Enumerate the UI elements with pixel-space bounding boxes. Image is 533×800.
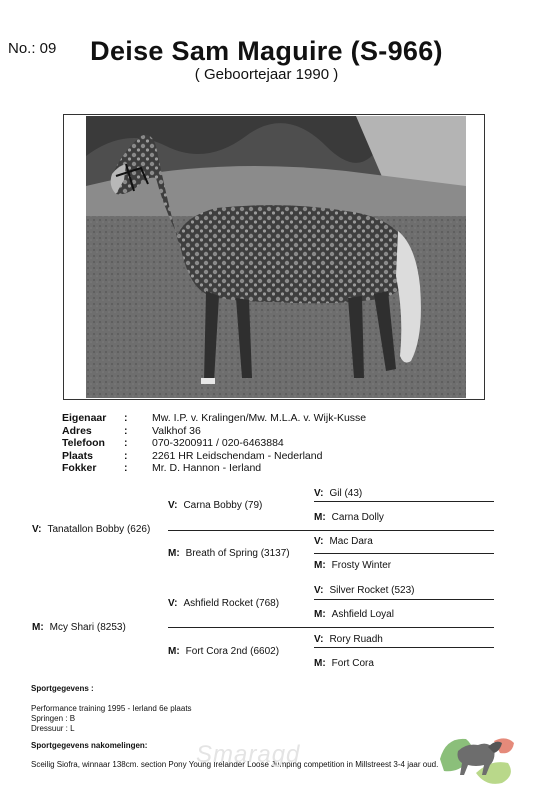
pedigree-dds bbox=[314, 634, 383, 645]
pedigree-prefix: M: bbox=[168, 646, 180, 657]
pedigree-divider bbox=[314, 647, 494, 648]
pedigree-sire bbox=[32, 524, 150, 535]
pedigree-sdd bbox=[314, 560, 391, 571]
pedigree-dsd bbox=[314, 609, 394, 620]
pedigree-name: Silver Rocket (523) bbox=[329, 585, 415, 596]
pedigree-sire-dam bbox=[168, 548, 290, 559]
breeder-label: Fokker bbox=[62, 462, 97, 474]
offspring-heading: Sportgegevens nakomelingen: bbox=[31, 741, 148, 750]
pedigree-name: Ashfield Rocket (768) bbox=[183, 598, 280, 609]
pedigree-divider bbox=[314, 501, 494, 502]
pedigree-name: Carna Dolly bbox=[331, 512, 384, 523]
pedigree-prefix: V: bbox=[314, 536, 324, 547]
sport-line: Dressuur : L bbox=[31, 724, 75, 733]
sport-section bbox=[31, 684, 192, 734]
pedigree-prefix: V: bbox=[168, 500, 178, 511]
pedigree-prefix: V: bbox=[314, 634, 324, 645]
pedigree-name: Ashfield Loyal bbox=[331, 609, 394, 620]
pedigree-dam-dam bbox=[168, 646, 279, 657]
pedigree-name: Rory Ruadh bbox=[329, 634, 383, 645]
pedigree-prefix: M: bbox=[314, 609, 326, 620]
catalog-number: No.: 09 bbox=[8, 40, 57, 57]
owner-label: Eigenaar bbox=[62, 412, 107, 424]
pedigree-prefix: M: bbox=[168, 548, 180, 559]
horse-logo bbox=[436, 729, 518, 787]
horse-logo-icon bbox=[436, 729, 518, 787]
address-separator: : bbox=[124, 424, 128, 437]
sport-heading: Sportgegevens : bbox=[31, 684, 94, 693]
pedigree-prefix: M: bbox=[314, 512, 326, 523]
pedigree-prefix: V: bbox=[314, 585, 324, 596]
pedigree-ddd bbox=[314, 658, 374, 669]
pedigree-prefix: V: bbox=[314, 488, 324, 499]
place-row bbox=[62, 450, 366, 463]
place-label: Plaats bbox=[62, 449, 93, 462]
address-row bbox=[62, 425, 366, 438]
pedigree-divider bbox=[314, 599, 494, 600]
page-title: Deise Sam Maguire (S-966) bbox=[90, 36, 443, 66]
pedigree-name: Mac Dara bbox=[329, 536, 373, 547]
pedigree-name: Tanatallon Bobby (626) bbox=[47, 524, 151, 535]
pedigree-ssd bbox=[314, 512, 384, 523]
phone-label: Telefoon bbox=[62, 437, 105, 449]
place-value: 2261 HR Leidschendam - Nederland bbox=[152, 449, 323, 462]
breeder-separator: : bbox=[124, 462, 128, 474]
pedigree-prefix: M: bbox=[314, 560, 326, 571]
breeder-row bbox=[62, 462, 366, 475]
sport-line: Performance training 1995 - Ierland 6e plaats bbox=[31, 704, 192, 713]
offspring-line: Sceilig Siofra, winnaar 138cm. section Pony Young Irelander Loose Jumping competition in Millstreest 3-4 jaar oud. bbox=[31, 760, 439, 769]
pedigree-name: Mcy Shari (8253) bbox=[49, 622, 126, 633]
pedigree-divider bbox=[168, 627, 494, 628]
phone-separator: : bbox=[124, 437, 128, 449]
pedigree-sire-sire bbox=[168, 500, 262, 511]
pedigree-prefix: V: bbox=[32, 524, 42, 535]
pedigree-divider bbox=[314, 553, 494, 554]
owner-separator: : bbox=[124, 412, 128, 424]
pedigree-name: Carna Bobby (79) bbox=[183, 500, 263, 511]
pedigree-name: Fort Cora bbox=[331, 658, 374, 669]
sport-line: Springen : B bbox=[31, 714, 76, 723]
pedigree-dss bbox=[314, 585, 414, 596]
owner-value: Mw. I.P. v. Kralingen/Mw. M.L.A. v. Wijk-Kusse bbox=[152, 412, 367, 424]
address-label: Adres bbox=[62, 424, 92, 437]
pedigree-sss bbox=[314, 488, 362, 499]
horse-photo bbox=[86, 116, 466, 398]
pedigree-divider bbox=[168, 530, 494, 531]
place-separator: : bbox=[124, 449, 128, 462]
address-value: Valkhof 36 bbox=[152, 424, 201, 437]
pedigree-name: Breath of Spring (3137) bbox=[185, 548, 290, 559]
watermark: Smaragd bbox=[196, 741, 301, 768]
owner-row bbox=[62, 412, 366, 425]
pedigree-dam-sire bbox=[168, 598, 279, 609]
pedigree-sds bbox=[314, 536, 373, 547]
owner-info bbox=[62, 412, 366, 475]
pedigree-name: Gil (43) bbox=[329, 488, 363, 499]
horse-photo-frame bbox=[63, 114, 485, 400]
pedigree-prefix: M: bbox=[32, 622, 44, 633]
phone-value: 070-3200911 / 020-6463884 bbox=[152, 437, 284, 449]
birth-year: ( Geboortejaar 1990 ) bbox=[194, 66, 339, 83]
pedigree-prefix: V: bbox=[168, 598, 178, 609]
pedigree-name: Frosty Winter bbox=[331, 560, 392, 571]
pedigree-prefix: M: bbox=[314, 658, 326, 669]
phone-row bbox=[62, 437, 366, 450]
pedigree-dam bbox=[32, 622, 126, 633]
pedigree-name: Fort Cora 2nd (6602) bbox=[185, 646, 280, 657]
horse-photo-icon bbox=[86, 116, 466, 398]
breeder-value: Mr. D. Hannon - Ierland bbox=[152, 462, 262, 474]
